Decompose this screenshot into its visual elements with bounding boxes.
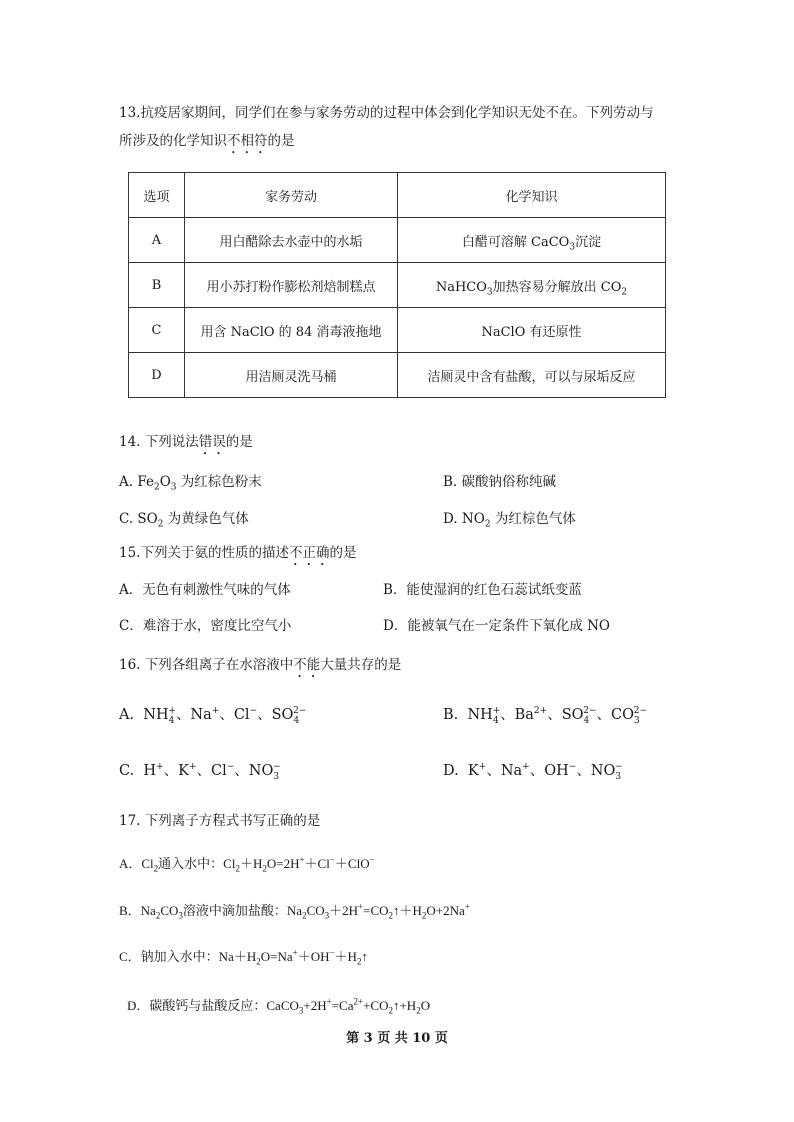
q17-option-b: B．$Na_2CO_3$溶液中滴加盐酸：$Na_2CO_3+2H^+=CO_2↑+H_2O+2Na^+$ bbox=[119, 901, 470, 921]
q14-emphasis: 错误 bbox=[198, 434, 226, 450]
row-knowledge: 白醋可溶解 CaCO$_3$沉淀 bbox=[398, 218, 666, 263]
q13-stem-text: 所涉及的化学知识 bbox=[119, 133, 227, 149]
q16-stem: 16. 下列各组离子在水溶液中不能大量共存的是 bbox=[119, 657, 402, 673]
q13-stem-line1: 13.抗疫居家期间，同学们在参与家务劳动的过程中体会到化学知识无处不在。下列劳动与 bbox=[119, 105, 654, 121]
q15-emphasis: 不正确 bbox=[288, 545, 330, 561]
q17-option-a: A．$Cl_2$通入水中：$Cl_2+H_2O=2H^++Cl^-+ClO^-$ bbox=[119, 854, 375, 874]
row-knowledge: NaHCO$_3$加热容易分解放出 $CO_2$ bbox=[398, 263, 666, 308]
header-option: 选项 bbox=[129, 173, 185, 218]
q15-option-a: A．无色有刺激性气味的气体 bbox=[119, 582, 291, 598]
header-labor: 家务劳动 bbox=[185, 173, 398, 218]
table-row bbox=[129, 218, 666, 263]
row-labor: 用含 NaClO 的 84 消毒液拖地 bbox=[185, 308, 398, 353]
row-labor: 用洁厕灵洗马桶 bbox=[185, 353, 398, 398]
table-header-row bbox=[129, 173, 666, 218]
page-footer: 第 3 页 共 10 页 bbox=[346, 1031, 448, 1046]
q13-stem-end: 的是 bbox=[267, 133, 295, 149]
q16-option-d: D. K+、Na+、OH−、$NO_3^-$ bbox=[443, 762, 623, 782]
row-option: C bbox=[129, 308, 185, 353]
q17-option-c: C．钠加入水中：$Na+H_2O=Na^++OH^-+H_2↑$ bbox=[119, 947, 368, 967]
q14-stem: 14. 下列说法错误的是 bbox=[119, 434, 253, 450]
row-labor: 用白醋除去水壶中的水垢 bbox=[185, 218, 398, 263]
row-knowledge: 洁厕灵中含有盐酸，可以与尿垢反应 bbox=[398, 353, 666, 398]
q17-option-d: D．碳酸钙与盐酸反应：$CaCO_3+2H^+=Ca^{2+}+CO_2↑+H_2O$ bbox=[127, 996, 431, 1016]
q15-option-d: D．能被氧气在一定条件下氧化成 NO bbox=[383, 618, 610, 634]
table-row bbox=[129, 308, 666, 353]
table-row bbox=[129, 263, 666, 308]
q14-option-a: A. $Fe_2O_3$ 为红棕色粉末 bbox=[119, 474, 262, 493]
q13-table bbox=[128, 172, 666, 398]
q13-emphasis: 不相符 bbox=[227, 133, 268, 149]
q16-option-c: C. H+、K+、Cl−、$NO_3^-$ bbox=[119, 762, 281, 782]
table-row bbox=[129, 353, 666, 398]
q17-stem: 17. 下列离子方程式书写正确的是 bbox=[119, 813, 321, 829]
q14-option-b: B. 碳酸钠俗称纯碱 bbox=[443, 474, 557, 490]
q16-option-a: A. $NH_4^+$、Na+、Cl−、$SO_4^{2-}$ bbox=[119, 706, 307, 726]
row-knowledge: NaClO 有还原性 bbox=[398, 308, 666, 353]
q16-emphasis: 不能 bbox=[293, 657, 321, 673]
row-option: D bbox=[129, 353, 185, 398]
row-option: B bbox=[129, 263, 185, 308]
row-labor: 用小苏打粉作膨松剂焙制糕点 bbox=[185, 263, 398, 308]
q15-option-c: C．难溶于水，密度比空气小 bbox=[119, 618, 292, 634]
row-option: A bbox=[129, 218, 185, 263]
header-knowledge: 化学知识 bbox=[398, 173, 666, 218]
q13-stem-line2 bbox=[119, 132, 295, 157]
q15-stem: 15.下列关于氨的性质的描述不正确的是 bbox=[119, 545, 357, 561]
q16-option-b: B. $NH_4^+$、$Ba^{2+}$、$SO_4^{2-}$、$CO_3^{2-}$ bbox=[443, 706, 648, 726]
q15-option-b: B．能使湿润的红色石蕊试纸变蓝 bbox=[383, 582, 582, 598]
q14-option-d: D. $NO_2$ 为红棕色气体 bbox=[443, 511, 576, 530]
q14-option-c: C. $SO_2$ 为黄绿色气体 bbox=[119, 511, 249, 530]
